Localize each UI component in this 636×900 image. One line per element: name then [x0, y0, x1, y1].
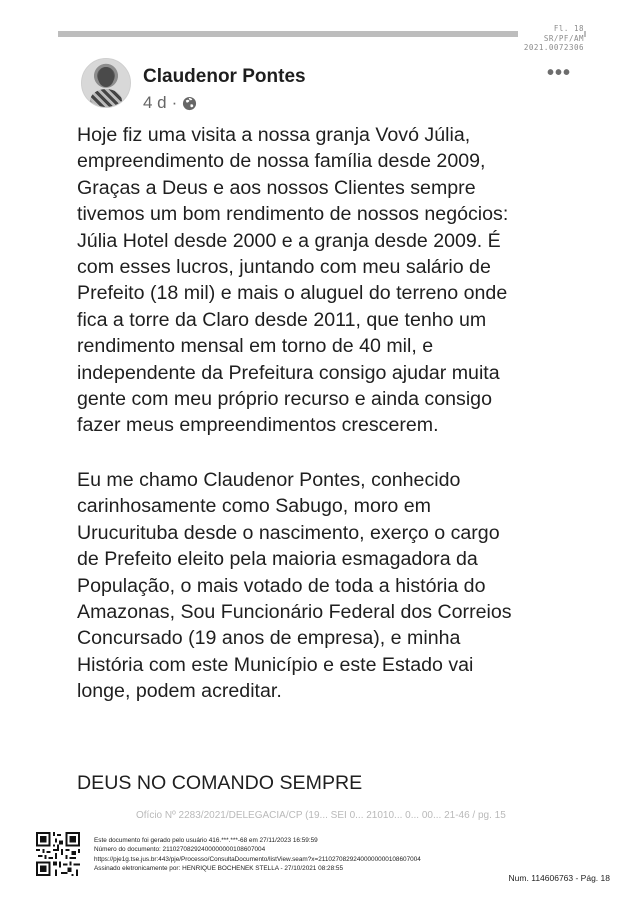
post-paragraph-2: Eu me chamo Claudenor Pontes, conhecido carinhosamente como Sabugo, moro em Urucurituba desde o nascimento, exerço o cargo de Prefeito eleito pela maioria esmagadora da População, o mais votado de toda a história do Amazonas, Sou Funcionário Federal dos Correios Concursado (19 anos de empresa), e minha História com este Município e este Estado vai longe, podem acreditar. — [77, 468, 512, 703]
avatar-face — [98, 67, 114, 87]
post-time[interactable]: 4 d — [143, 93, 167, 112]
signature-document-number: Número do documento: 21102708292400000000108607004 — [94, 846, 266, 854]
post-body — [77, 122, 597, 705]
post-meta — [143, 93, 197, 113]
avatar-shirt — [90, 89, 122, 108]
top-divider-bar — [58, 31, 586, 37]
signature-url[interactable]: https://pje1g.tse.jus.br:443/pje/Processo/ConsultaDocumento/listView.seam?x=21102708292400000000108607004 — [94, 855, 421, 863]
meta-separator: · — [171, 93, 178, 112]
background-watermark: Ofício Nº 2283/2021/DELEGACIA/CP (19... SEI 0... 21010... 0... 00... 21-46 / pg. 15 — [136, 810, 506, 821]
stamp-line-2: SR/PF/AM — [543, 33, 584, 43]
author-name[interactable]: Claudenor Pontes — [143, 66, 306, 87]
digital-signature-info — [94, 836, 421, 874]
signature-generated-line: Este documento foi gerado pelo usuário 416.***.***-68 em 27/11/2023 16:59:59 — [94, 837, 318, 844]
post-header — [81, 58, 571, 118]
avatar[interactable] — [81, 58, 131, 108]
post-closing-line: DEUS NO COMANDO SEMPRE — [77, 772, 363, 794]
globe-icon[interactable] — [182, 96, 197, 111]
page-number: Num. 114606763 - Pág. 18 — [508, 873, 610, 883]
stamp-line-1: Fl. 18 — [553, 24, 584, 33]
qr-code-icon — [36, 832, 80, 876]
signature-signed-by: Assinado eletronicamente por: HENRIQUE BOCHENEK STELLA - 27/10/2021 08:28:55 — [94, 865, 344, 873]
post-paragraph-1: Hoje fiz uma visita a nossa granja Vovó Júlia, empreendimento de nossa família desde 2009, Graças a Deus e aos nossos Clientes sempre tivemos um bom rendimento de nossos negócios: Júlia Hotel desde 2000 e a granja desde 2009. É com esses lucros, juntando com meu salário de Prefeito (18 mil) e mais o aluguel do terreno onde fica a torre da Claro desde 2011, que tenho um rendimento mensal em torno de 40 mil, e independente da Prefeitura consigo ajudar muita gente com meu próprio recurso e ainda consigo fazer meus empreendimentos crescerem. — [77, 124, 509, 437]
more-horizontal-icon[interactable]: ••• — [546, 62, 571, 84]
protocol-stamp — [518, 24, 584, 53]
stamp-line-3: 2021.0072306 — [523, 43, 584, 52]
